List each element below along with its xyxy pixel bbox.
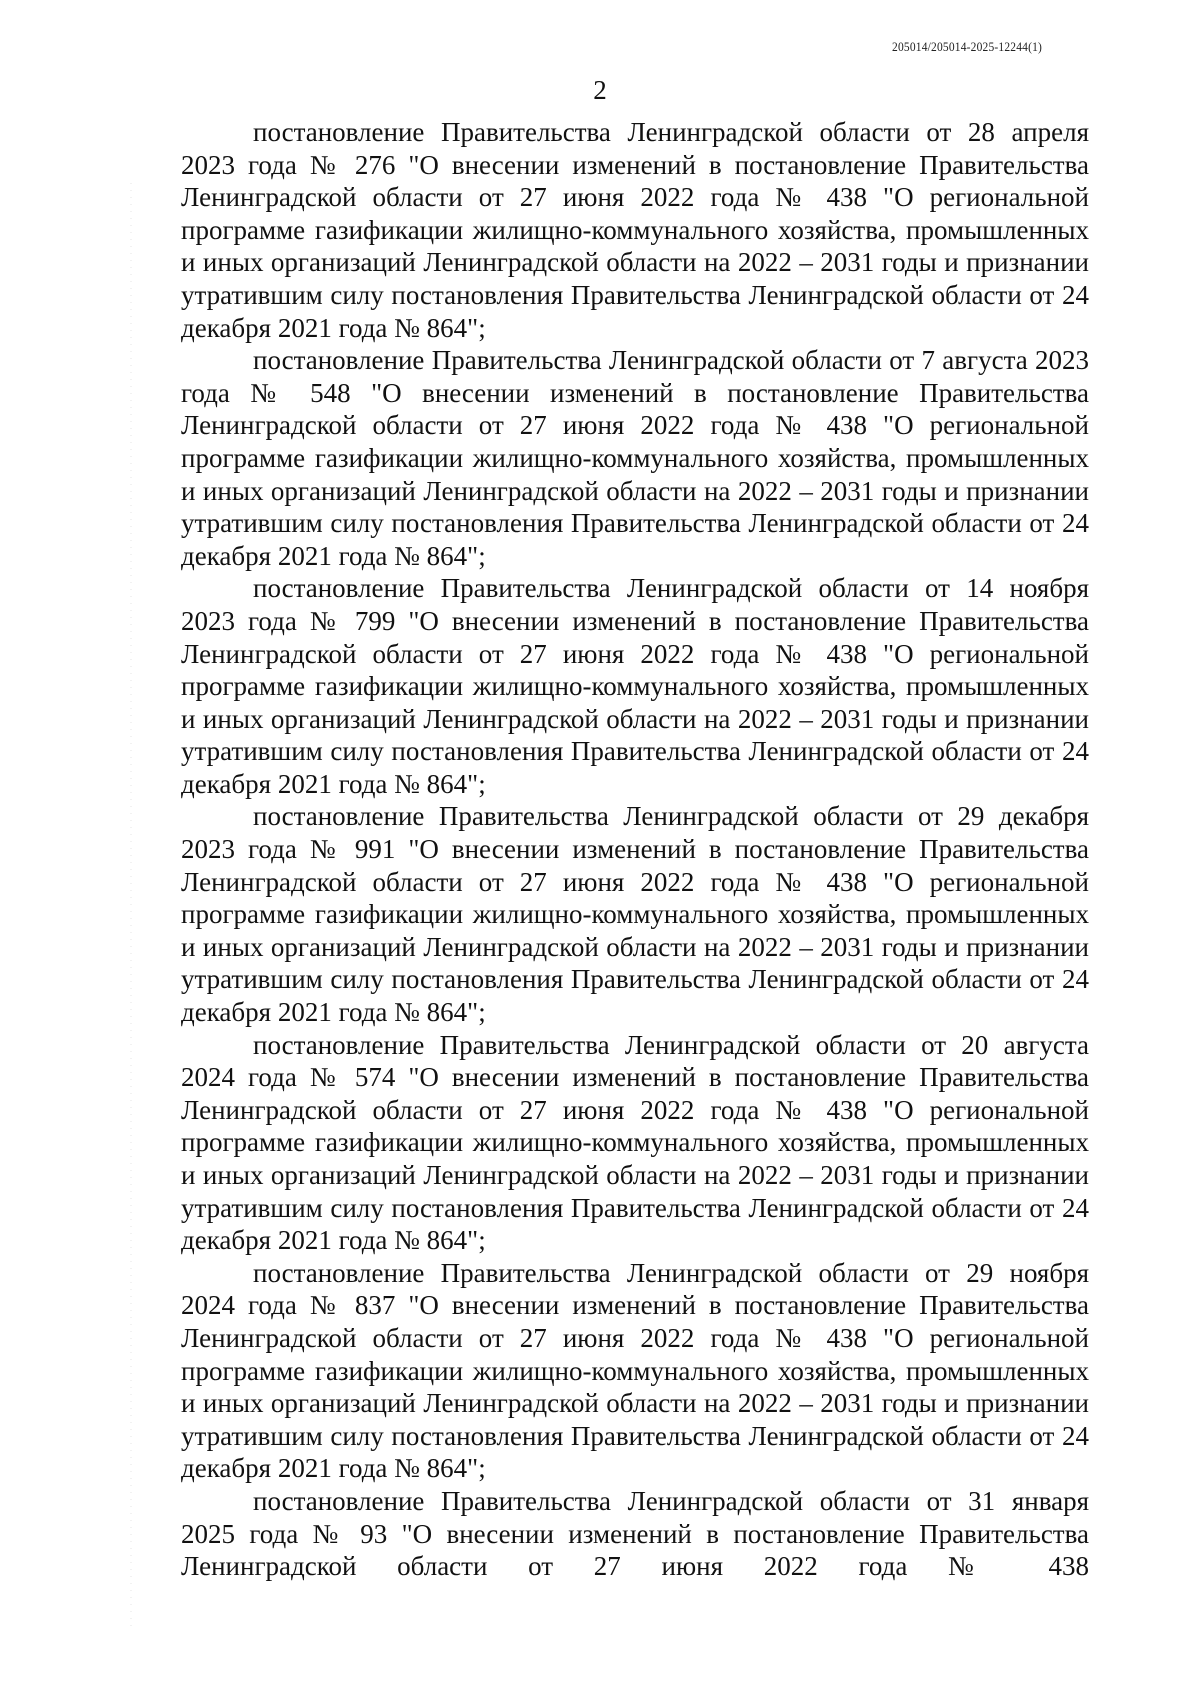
document-body [181,116,1089,1583]
paragraph-resolution-837: постановление Правительства Ленинградской области от 29 ноября 2024 года № 837 "О внесении изменений в постановление Правительства Ленинградской области от 27 июня 2022 года № 438 "О региональной программе газификации жилищно-коммунального хозяйства, промышленных и иных организаций Ленинградской области на 2022 – 2031 годы и признании утратившим силу постановления Правительства Ленинградской области от 24 декабря 2021 года № 864"; [181,1257,1089,1484]
scan-artifact-dots [130,180,132,1630]
paragraph-resolution-574: постановление Правительства Ленинградской области от 20 августа 2024 года № 574 "О внесении изменений в постановление Правительства Ленинградской области от 27 июня 2022 года № 438 "О региональной программе газификации жилищно-коммунального хозяйства, промышленных и иных организаций Ленинградской области на 2022 – 2031 годы и признании утратившим силу постановления Правительства Ленинградской области от 24 декабря 2021 года № 864"; [181,1029,1089,1256]
paragraph-resolution-93: постановление Правительства Ленинградской области от 31 января 2025 года № 93 "О внесении изменений в постановление Правительства Ленинградской области от 27 июня 2022 года № 438 [181,1485,1089,1582]
document-id: 205014/205014-2025-12244(1) [892,40,1042,54]
paragraph-resolution-799: постановление Правительства Ленинградской области от 14 ноября 2023 года № 799 "О внесении изменений в постановление Правительства Ленинградской области от 27 июня 2022 года № 438 "О региональной программе газификации жилищно-коммунального хозяйства, промышленных и иных организаций Ленинградской области на 2022 – 2031 годы и признании утратившим силу постановления Правительства Ленинградской области от 24 декабря 2021 года № 864"; [181,573,1089,799]
page-number: 2 [593,75,607,105]
paragraph-resolution-991: постановление Правительства Ленинградской области от 29 декабря 2023 года № 991 "О внесении изменений в постановление Правительства Ленинградской области от 27 июня 2022 года № 438 "О региональной программе газификации жилищно-коммунального хозяйства, промышленных и иных организаций Ленинградской области на 2022 – 2031 годы и признании утратившим силу постановления Правительства Ленинградской области от 24 декабря 2021 года № 864"; [181,801,1089,1028]
paragraph-resolution-548: постановление Правительства Ленинградской области от 7 августа 2023 года № 548 "О внесении изменений в постановление Правительства Ленинградской области от 27 июня 2022 года № 438 "О региональной программе газификации жилищно-коммунального хозяйства, промышленных и иных организаций Ленинградской области на 2022 – 2031 годы и признании утратившим силу постановления Правительства Ленинградской области от 24 декабря 2021 года № 864"; [181,345,1089,571]
paragraph-resolution-276: постановление Правительства Ленинградской области от 28 апреля 2023 года № 276 "О внесении изменений в постановление Правительства Ленинградской области от 27 июня 2022 года № 438 "О региональной программе газификации жилищно-коммунального хозяйства, промышленных и иных организаций Ленинградской области на 2022 – 2031 годы и признании утратившим силу постановления Правительства Ленинградской области от 24 декабря 2021 года № 864"; [181,117,1089,343]
